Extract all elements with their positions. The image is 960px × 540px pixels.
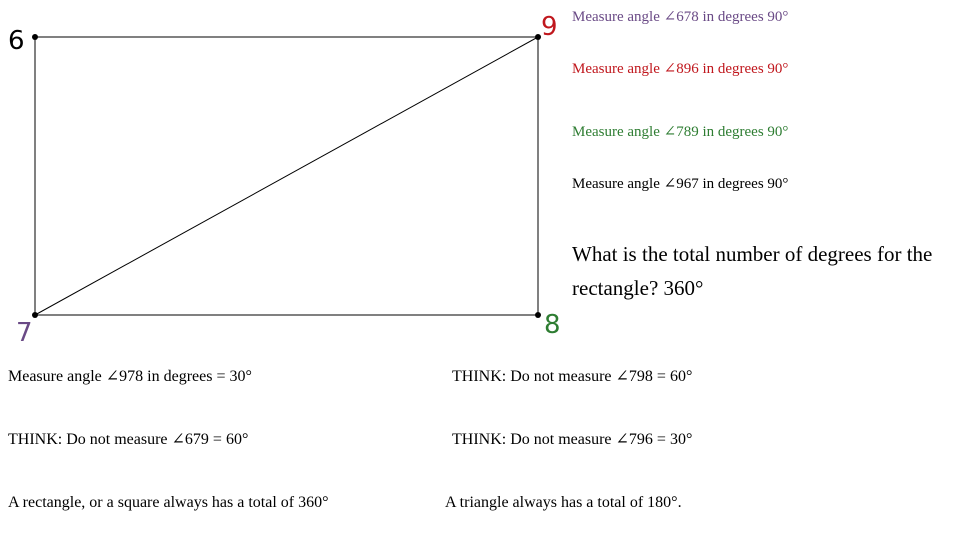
- measure-angle-967: Measure angle ∠967 in degrees 90°: [572, 176, 789, 192]
- note-think-679: THINK: Do not measure ∠679 = 60°: [8, 431, 249, 448]
- vertex-label-7: 7: [16, 318, 33, 348]
- vertex-label-8: 8: [544, 310, 561, 340]
- measure-angle-678: Measure angle ∠678 in degrees 90°: [572, 9, 789, 25]
- vertex-point-6: [32, 34, 38, 40]
- vertex-label-9: 9: [541, 12, 558, 42]
- measure-angle-896: Measure angle ∠896 in degrees 90°: [572, 61, 789, 77]
- total-degrees-question: What is the total number of degrees for the rectangle? 360°: [572, 242, 933, 300]
- vertex-point-8: [535, 312, 541, 318]
- measure-angle-789: Measure angle ∠789 in degrees 90°: [572, 124, 789, 140]
- vertex-point-7: [32, 312, 38, 318]
- note-triangle-total: A triangle always has a total of 180°.: [445, 494, 682, 511]
- note-think-798: THINK: Do not measure ∠798 = 60°: [452, 368, 693, 385]
- note-rectangle-total: A rectangle, or a square always has a total of 360°: [8, 494, 329, 511]
- diagonal-7-9: [35, 37, 538, 315]
- vertex-label-6: 6: [8, 26, 25, 56]
- note-angle-978: Measure angle ∠978 in degrees = 30°: [8, 368, 252, 385]
- note-think-796: THINK: Do not measure ∠796 = 30°: [452, 431, 693, 448]
